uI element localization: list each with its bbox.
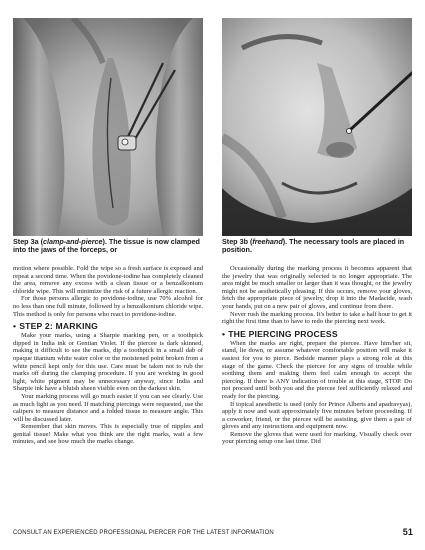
caption-prefix: Step 3a ( (13, 237, 43, 246)
heading-bullet: • (13, 321, 17, 332)
caption-prefix: Step 3b ( (222, 237, 253, 246)
section-heading-piercing-process (222, 329, 412, 339)
caption-step-3b (222, 238, 412, 255)
heading-bullet: • (222, 328, 226, 339)
caption-suffix: ). The tissue is now clamped into the jaws of the forceps, or (13, 237, 200, 255)
caption-step-3a (13, 238, 203, 255)
paragraph: Your marking process will go much easier if you can see clearly. Use as much light as you need. If matching piercings were requested, use the calipers to measure distance and a folded tissue to measure angle. This will be discussed later. (13, 392, 203, 423)
paragraph: Remember that skin moves. This is especially true of nipples and genital tissue! Make what you think are the right marks, wait a few minutes, and see how much the marks change. (13, 423, 203, 446)
photo-step-3a (13, 18, 203, 236)
footer-notice: CONSULT AN EXPERIENCED PROFESSIONAL PIERCER FOR THE LATEST INFORMATION (13, 530, 274, 536)
caption-italic: clamp-and-pierce (42, 237, 103, 246)
caption-suffix: ). The necessary tools are placed in position. (222, 237, 405, 255)
right-text-column (222, 265, 412, 446)
paragraph: Never rush the marking process. It's better to take a half hour to get it right the first time than to have to redo the piercing next week. (222, 310, 412, 326)
page-number: 51 (402, 527, 413, 537)
photo-step-3b (222, 18, 412, 236)
paragraph: For those persons allergic to povidone-iodine, use 70% alcohol for no less than one full minute, followed by a benzalkonium chloride wipe. This method is only for persons who react to povidone-iodine. (13, 295, 203, 318)
left-text-column (13, 265, 203, 446)
heading-text: THE PIERCING PROCESS (228, 328, 338, 339)
section-heading-marking (13, 321, 203, 331)
paragraph: If topical anesthetic is used (only for Prince Alberts and apadravyas), apply it now and wait approximately five minutes before proceeding. If a coworker, friend, or the piercee will be assisting, give them a pair of gloves and any instructions and equipment now. (222, 400, 412, 431)
caption-italic: freehand (252, 237, 283, 246)
paragraph: Occasionally during the marking process it becomes apparent that the jewelry that was originally selected is no longer appropriate. The area might be much smaller or larger than it was thought, or the jewelry might not be aesthetically pleasing. If this occurs, remove your gloves, fetch the appropriate piece of jewelry, drop it into the Madacide, wash your hands, put on a new pair of gloves, and continue from there. (222, 265, 412, 310)
paragraph: When the marks are right, prepare the piercee. Have him/her sit, stand, lie down, or assume whatever comfortable position will make it easiest for you to pierce. Bedside manner plays a strong role at this stage of the game. Check the piercee for any signs of trouble while soothing them and making them feel calm enough to accept the piercing. If there is ANY indication of trouble at this stage, STOP. Do not proceed until both you and the piercee feel sufficiently relaxed and ready for the piercing. (222, 339, 412, 400)
heading-text: STEP 2: MARKING (19, 321, 98, 332)
page-footer (13, 529, 413, 537)
paragraph: Remove the gloves that were used for marking. Visually check over your piercing setup one last time. Did (222, 430, 412, 446)
paragraph: motion where possible. Fold the wipe so a fresh surface is exposed and repeat a second time. When the povidone-iodine has completely cleaned the area, remove any excess with a clean tissue or a benzalkonium chloride wipe. This will minimize the risk of a future allergic reaction. (13, 265, 203, 295)
paragraph: Make your marks, using a Sharpie marking pen, or a toothpick dipped in India ink or Gentian Violet. If the piercee is dark skinned, making it difficult to see the marks, dip a toothpick in a small dab of opaque titanium white water color or the moistened point broken from a white pencil kept only for this use. Care must be taken not to rub the marks off during the clamping procedure. If you are working in good light, white pigment may be unnecessary anyway, since India and Sharpie ink have a bluish sheen visible even on the darkest skin. (13, 332, 203, 393)
